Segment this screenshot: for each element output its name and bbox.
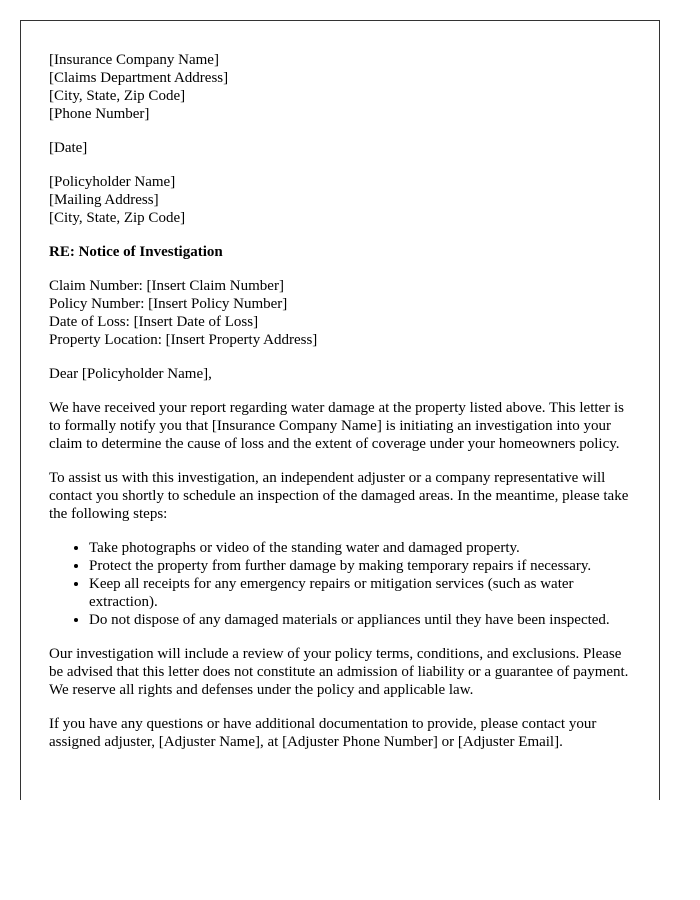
recipient-name: [Policyholder Name] [49, 174, 176, 190]
date-of-loss: Date of Loss: [Insert Date of Loss] [49, 314, 259, 330]
letter-date: [Date] [49, 140, 88, 156]
sender-phone: [Phone Number] [49, 106, 150, 122]
property-location: Property Location: [Insert Property Address] [49, 332, 318, 348]
steps-list [49, 539, 631, 629]
paragraph-inspection: To assist us with this investigation, an independent adjuster or a company representative will contact you shortly to schedule an inspection of the damaged areas. In the meantime, please take the following steps: [49, 470, 629, 522]
list-item: • Keep all receipts for any emergency repairs or mitigation services (such as water extraction). [89, 575, 631, 611]
list-item: • Take photographs or video of the standing water and damaged property. [89, 539, 631, 557]
salutation: Dear [Policyholder Name], [49, 366, 212, 382]
list-item: • Protect the property from further damage by making temporary repairs if necessary. [89, 557, 631, 575]
policy-number: Policy Number: [Insert Policy Number] [49, 296, 288, 312]
claim-number: Claim Number: [Insert Claim Number] [49, 278, 284, 294]
date-block [49, 139, 631, 157]
paragraph-reservation: Our investigation will include a review of your policy terms, conditions, and exclusions. Please be advised that this letter does not constitute an admission of liability or a guarantee of payment. We reserve all rights and defenses under the policy and applicable law. [49, 646, 629, 698]
sender-address: [Claims Department Address] [49, 70, 229, 86]
recipient-address: [Mailing Address] [49, 192, 159, 208]
recipient-block [49, 173, 631, 227]
recipient-city: [City, State, Zip Code] [49, 210, 186, 226]
sender-block [49, 51, 631, 123]
letter-page [20, 20, 660, 800]
subject-line: RE: Notice of Investigation [49, 244, 223, 260]
claim-info-block [49, 277, 631, 349]
paragraph-notice: We have received your report regarding water damage at the property listed above. This letter is to formally notify you that [Insurance Company Name] is initiating an investigation into your claim to determine the cause of loss and the extent of coverage under your homeowners policy. [49, 400, 624, 452]
paragraph-contact: If you have any questions or have additional documentation to provide, please contact your assigned adjuster, [Adjuster Name], at [Adjuster Phone Number] or [Adjuster Email]. [49, 716, 597, 750]
sender-city: [City, State, Zip Code] [49, 88, 186, 104]
list-item: • Do not dispose of any damaged materials or appliances until they have been inspected. [89, 611, 631, 629]
sender-company: [Insurance Company Name] [49, 52, 219, 68]
